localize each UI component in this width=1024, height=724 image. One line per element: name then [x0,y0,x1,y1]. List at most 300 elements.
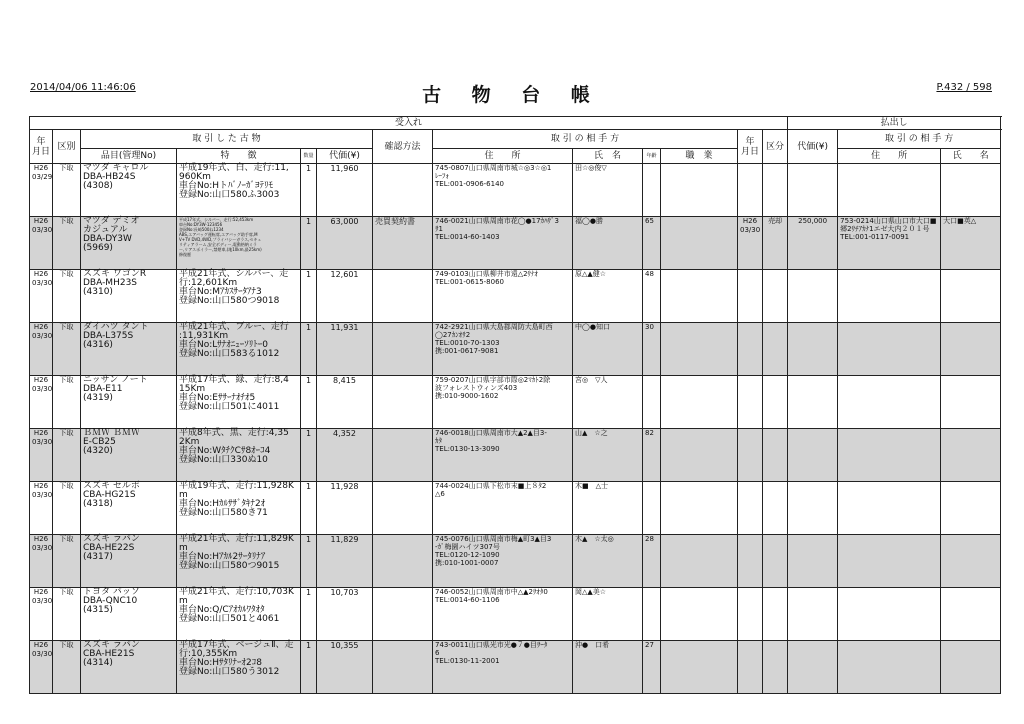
row-features [177,323,301,376]
row-po-kind [763,164,788,217]
row-date [30,323,53,376]
row-po-address [838,217,941,270]
row-po-kind [763,429,788,482]
col-address: 住 所 [433,149,573,164]
text-line: 743-0011山口県光市光●７●目ｻｰﾀ [435,641,548,649]
row-features [177,217,301,270]
text-line: 平成19年式、走行:11,928K [179,481,294,491]
row-price: 12,601 [317,270,373,323]
text-line: ダイハツ タント [83,322,149,332]
text-line: 携:001-0617-9081 [435,347,499,355]
col-features: 特 徴 [177,149,301,164]
text-line: 749-0103山口県柳井市遠△2ｻﾅｵ [435,270,539,278]
row-qty: 1 [301,482,317,535]
text-line: スズキ ラパン [83,534,140,544]
text-line: 平成21年式、シルバー、走 [179,269,289,279]
text-line: TEL:0130-13-3090 [435,445,500,453]
text-line: V+TV DVD,4WD,プライバシーガラス,セキュ [179,237,262,242]
text-line: 03/30 [32,650,53,658]
text-line: (4319) [83,393,113,403]
row-item [81,217,177,270]
text-line: DBA-QNC10 [83,596,138,606]
text-line: H26 [33,217,49,225]
text-line: 車台No:Q/Cｱｵｶﾙﾜﾀｵﾀ [179,605,265,615]
text-line: 745-0807山口県周南市城☆◎3☆◎1 [435,164,552,172]
text-line: △6 [435,490,445,498]
text-line: 03/30 [740,226,761,234]
text-line: ＢＭＷ ＢＭＷ [83,428,140,438]
text-line: ﾚｰﾌｫ [435,172,449,180]
text-line: カジュアル [83,225,128,235]
text-line: H26 [33,376,49,384]
row-kind: 下取 [53,588,81,641]
row-date [30,482,53,535]
row-confirm: 売買契約書 [373,217,433,270]
row-po-price [788,429,838,482]
text-line: TEL:001-0906-6140 [435,180,504,188]
row-po-address [838,270,941,323]
text-line: スズキ ラパン [83,640,140,650]
row-age: 82 [643,429,661,482]
row-item [81,588,177,641]
text-line: m [179,596,188,606]
row-po-address [838,376,941,429]
row-name: 中◯●知口 [573,323,643,376]
text-line: ABS,エアバッグ運転席,エアバッグ助手席,M [179,232,258,237]
col-price: 代価(¥) [317,149,373,164]
text-line: 744-0024山口県下松市末■上８ﾀ2 [435,482,547,490]
row-confirm [373,164,433,217]
print-datetime: 2014/04/06 11:46:06 [30,82,136,93]
text-line: CBA-HE22S [83,543,135,553]
row-po-date [738,535,763,588]
row-po-date [738,217,763,270]
row-po-kind: 売却 [763,217,788,270]
col-goods-group: 取 引 し た 古 物 [81,130,373,149]
row-age: 30 [643,323,661,376]
text-line: 759-0207山口県宇部市際◎2ﾏｶﾄ2除 [435,376,551,384]
row-address [433,164,573,217]
row-po-kind [763,323,788,376]
row-features [177,270,301,323]
row-occupation [661,641,738,694]
row-confirm [373,641,433,694]
col-year-md: 年 月日 [30,130,53,164]
text-line: 携:010-1001-0007 [435,559,499,567]
ledger-row [30,429,1001,482]
row-price: 63,000 [317,217,373,270]
text-line: -ｶﾞ梅園ハイツ307号 [435,543,500,551]
row-features [177,641,301,694]
row-po-address [838,535,941,588]
row-name: 宮◎ ▽人 [573,376,643,429]
row-name: 沖● 口希 [573,641,643,694]
text-line: 修復歴 [179,252,191,257]
row-po-kind [763,588,788,641]
row-confirm [373,535,433,588]
text-line: 03/30 [32,544,53,552]
text-line: ー,リアスポイラー,禁煙車,(地10km,最25km) [179,247,262,252]
text-line: TEL:0010-70-1303 [435,339,500,347]
row-date [30,217,53,270]
text-line: スズキ ワゴンR [83,269,147,279]
row-confirm [373,323,433,376]
row-po-name [941,482,1001,535]
row-po-date [738,429,763,482]
row-occupation [661,535,738,588]
text-line: 登録No:山口580つ9015 [179,561,280,571]
row-confirm [373,270,433,323]
row-po-kind [763,535,788,588]
text-line: 行:10,355Km [179,649,238,659]
text-line: H26 [33,429,49,437]
text-line: (4310) [83,287,113,297]
row-address [433,482,573,535]
text-line: DBA-DY3W [83,234,132,244]
receive-group-header: 受入れ [30,117,788,130]
text-line: 車台No:Hｻﾀﾘﾅｰｵ2ｺ8 [179,658,262,668]
row-po-name [941,270,1001,323]
col-kind: 区別 [53,130,81,164]
row-po-price [788,164,838,217]
text-line: 登録No:山口501と4061 [179,614,280,624]
row-po-price [788,641,838,694]
row-item [81,429,177,482]
row-price: 8,415 [317,376,373,429]
row-qty: 1 [301,588,317,641]
text-line: 平成21年式、ブルー、走行 [179,322,289,332]
row-date [30,270,53,323]
row-po-price [788,588,838,641]
text-line: (4308) [83,181,113,191]
text-line: 行:12,601Km [179,278,238,288]
text-line: 平成21年式、走行:11,829K [179,534,294,544]
text-line: スズキ セルボ [83,481,140,491]
row-qty: 1 [301,217,317,270]
row-date [30,429,53,482]
text-line: (4315) [83,605,113,615]
row-features [177,482,301,535]
text-line: (4320) [83,446,113,456]
col-qty: 数量 [301,149,317,164]
row-age [643,376,661,429]
row-po-date [738,323,763,376]
row-address [433,323,573,376]
row-po-price [788,376,838,429]
row-kind: 下取 [53,535,81,588]
text-line: 平成8年式、黒、走行:4,35 [179,428,289,438]
ledger-row [30,641,1001,694]
row-po-date [738,270,763,323]
row-po-name [941,588,1001,641]
ledger-row [30,535,1001,588]
row-po-address [838,429,941,482]
text-line: DBA-MH23S [83,278,138,288]
text-line: 745-0076山口県周南市梅▲町3▲目3 [435,535,552,543]
text-line: (4316) [83,340,113,350]
row-occupation [661,323,738,376]
text-line: 登録No:山口330ぬ10 [179,455,268,465]
text-line: 15Km [179,384,206,394]
row-occupation [661,482,738,535]
text-line: 03/29 [32,173,53,181]
text-line: E-CB25 [83,437,116,447]
text-line: ｶﾀ [435,437,442,445]
row-kind: 下取 [53,270,81,323]
text-line: 車台No:Lｻﾅｵﾆｭｰｿﾘﾄｰ0 [179,340,269,350]
row-po-name [941,535,1001,588]
text-line: (5969) [83,243,113,253]
row-confirm [373,482,433,535]
text-line: DBA-HB24S [83,172,136,182]
row-qty: 1 [301,164,317,217]
payout-group-header: 払出し [788,117,1001,130]
text-line: ニッサン ノート [83,375,148,385]
row-name: 木■ △士 [573,482,643,535]
row-price: 4,352 [317,429,373,482]
text-line: 03/30 [32,385,53,393]
col-po-kind: 区分 [763,130,788,164]
text-line: 車台No:Hトﾊﾞﾉｰｶﾞﾖﾃﾘﾓ [179,181,274,191]
text-line: 車台No:Hｱｶﾙ2ｻｰﾀﾘﾅｱ [179,552,266,562]
text-line: 登録No:山口580ふ3003 [179,190,280,200]
ledger-row [30,482,1001,535]
row-address [433,429,573,482]
ledger-row [30,376,1001,429]
text-line: 03/30 [32,279,53,287]
row-age: 65 [643,217,661,270]
row-po-address [838,588,941,641]
text-line: マツダ キャロル [83,163,149,173]
text-line: H26 [33,482,49,490]
text-line: 携:010-9000-1602 [435,392,499,400]
row-qty: 1 [301,535,317,588]
row-name: 原△▲健☆ [573,270,643,323]
row-date [30,588,53,641]
text-line: (4318) [83,499,113,509]
row-qty: 1 [301,270,317,323]
row-name: 岡△▲美☆ [573,588,643,641]
text-line: H26 [33,323,49,331]
text-line: CBA-HG21S [83,490,136,500]
ledger-row [30,270,1001,323]
row-po-kind [763,641,788,694]
text-line: 6 [435,649,440,657]
row-po-kind [763,270,788,323]
row-qty: 1 [301,376,317,429]
row-po-date [738,482,763,535]
row-price: 11,931 [317,323,373,376]
col-po-year-md: 年 月日 [738,130,763,164]
row-confirm [373,588,433,641]
text-line: ｻ1 [435,225,443,233]
row-price: 11,829 [317,535,373,588]
text-line: TEL:001-0615-8060 [435,278,504,286]
col-partner-group: 取 引 の 相 手 方 [433,130,738,149]
text-line: 03/30 [32,332,53,340]
text-line: H26 [33,588,49,596]
row-date [30,164,53,217]
row-name: 田☆◎俊▽ [573,164,643,217]
row-occupation [661,217,738,270]
text-line: 登録No:山口580つ9018 [179,296,280,306]
text-line: 登録No:山口580う3012 [179,667,280,677]
row-price: 11,928 [317,482,373,535]
page-title: 古 物 台 帳 [422,84,602,106]
col-name: 氏 名 [573,149,643,164]
text-line: CBA-HE21S [83,649,135,659]
row-date [30,376,53,429]
row-po-name [941,641,1001,694]
row-occupation [661,429,738,482]
col-po-name: 氏 名 [941,149,1001,164]
row-po-name: 大口■英△ [941,217,1001,270]
row-age: 28 [643,535,661,588]
col-po-address: 住 所 [838,149,941,164]
text-line: 2Km [179,437,200,447]
text-line: 登録No:山口501に4011 [179,402,280,412]
row-address [433,588,573,641]
row-item [81,270,177,323]
text-line: :11,931Km [179,331,229,341]
text-line: m [179,543,188,553]
text-line: DBA-E11 [83,384,123,394]
text-line: トヨタ パッソ [83,587,140,597]
row-item [81,641,177,694]
text-line: TEL:0014-60-1106 [435,596,500,604]
text-line: (4314) [83,658,113,668]
text-line: m [179,490,188,500]
row-kind: 下取 [53,164,81,217]
text-line: 登録No:長崎500ね1234 [179,227,224,232]
text-line: 車台No:Eｻｻｰﾅｵﾁｵ5 [179,393,256,403]
row-qty: 1 [301,641,317,694]
page-number: P.432 / 598 [936,82,992,93]
row-address [433,535,573,588]
row-po-name [941,429,1001,482]
row-age [643,482,661,535]
text-line: TEL:0014-60-1403 [435,233,500,241]
row-item [81,482,177,535]
row-po-date [738,588,763,641]
row-po-address [838,482,941,535]
ledger-row [30,588,1001,641]
row-po-price: 250,000 [788,217,838,270]
row-po-price [788,482,838,535]
row-po-address [838,323,941,376]
text-line: 03/30 [32,597,53,605]
row-item [81,535,177,588]
row-address [433,270,573,323]
row-po-price [788,323,838,376]
col-occupation: 職 業 [661,149,738,164]
row-occupation [661,588,738,641]
row-po-kind [763,376,788,429]
row-price: 11,960 [317,164,373,217]
text-line: 746-0052山口県周南市中△▲2ｻｵﾀ0 [435,588,548,596]
row-address [433,217,573,270]
text-line: 746-0021山口県周南市花◯●17ｶﾊｻﾞ3 [435,217,560,225]
text-line: 登録No:山口580き71 [179,508,268,518]
row-features [177,164,301,217]
row-po-price [788,535,838,588]
row-date [30,535,53,588]
row-po-name [941,376,1001,429]
col-item: 品目(管理No) [81,149,177,164]
row-age: 48 [643,270,661,323]
text-line: 平成17年式、ベージュⅡ、走 [179,640,294,650]
row-confirm [373,376,433,429]
row-age: 27 [643,641,661,694]
col-po-price: 代価(¥) [788,130,838,164]
row-po-address [838,641,941,694]
text-line: 車台No:DY3W-123456 [179,222,223,227]
row-occupation [661,270,738,323]
row-confirm [373,429,433,482]
row-kind: 下取 [53,482,81,535]
row-price: 10,355 [317,641,373,694]
row-po-price [788,270,838,323]
row-features [177,376,301,429]
col-age: 年齢 [643,149,661,164]
text-line: ◯27ｶﾝｵｻ2 [435,331,471,339]
row-features [177,588,301,641]
text-line: H26 [742,217,758,225]
text-line: H26 [33,535,49,543]
row-date [30,641,53,694]
col-po-partner-group: 取 引 の 相 手 方 [838,130,1001,149]
row-po-date [738,164,763,217]
row-item [81,164,177,217]
row-occupation [661,376,738,429]
text-line: DBA-L375S [83,331,134,341]
row-address [433,376,573,429]
row-po-address [838,164,941,217]
text-line: 車台No:Mｱｶｽｻｰﾀｱﾅ3 [179,287,262,297]
text-line: 平成21年式、走行:10,703K [179,587,294,597]
row-features [177,429,301,482]
text-line: 753-0214山口県山口市大口■ [840,217,937,225]
row-age [643,588,661,641]
col-confirm: 確認方法 [373,130,433,164]
row-age [643,164,661,217]
row-name: 木▲ ☆太◎ [573,535,643,588]
text-line: 車台No:Hｶﾙｻｻﾞﾀｷﾅ2ｵ [179,499,266,509]
row-name: 福◯●勝 [573,217,643,270]
text-line: 03/30 [32,438,53,446]
row-item [81,376,177,429]
text-line: 746-0018山口県周南市大▲2▲目3- [435,429,547,437]
row-kind: 下取 [53,641,81,694]
text-line: H26 [33,164,49,172]
text-line: 車台No:WﾀﾁｸCｻ8ｵｰｺ4 [179,446,271,456]
text-line: (4317) [83,552,113,562]
text-line: TEL:0130-11-2001 [435,657,500,665]
text-line: 平成19年式、白、走行:11, [179,163,289,173]
row-po-date [738,641,763,694]
text-line: マツダ デミオ [83,216,140,226]
text-line: リティアラーム,安全ボディー,電動格納ミラ [179,242,257,247]
row-kind: 下取 [53,376,81,429]
row-po-date [738,376,763,429]
row-features [177,535,301,588]
text-line: TEL:0120-12-1090 [435,551,500,559]
row-kind: 下取 [53,429,81,482]
text-line: 波フォレストウィンズ403 [435,384,518,392]
text-line: H26 [33,270,49,278]
ledger-table [29,116,1001,694]
text-line: 960Km [179,172,211,182]
